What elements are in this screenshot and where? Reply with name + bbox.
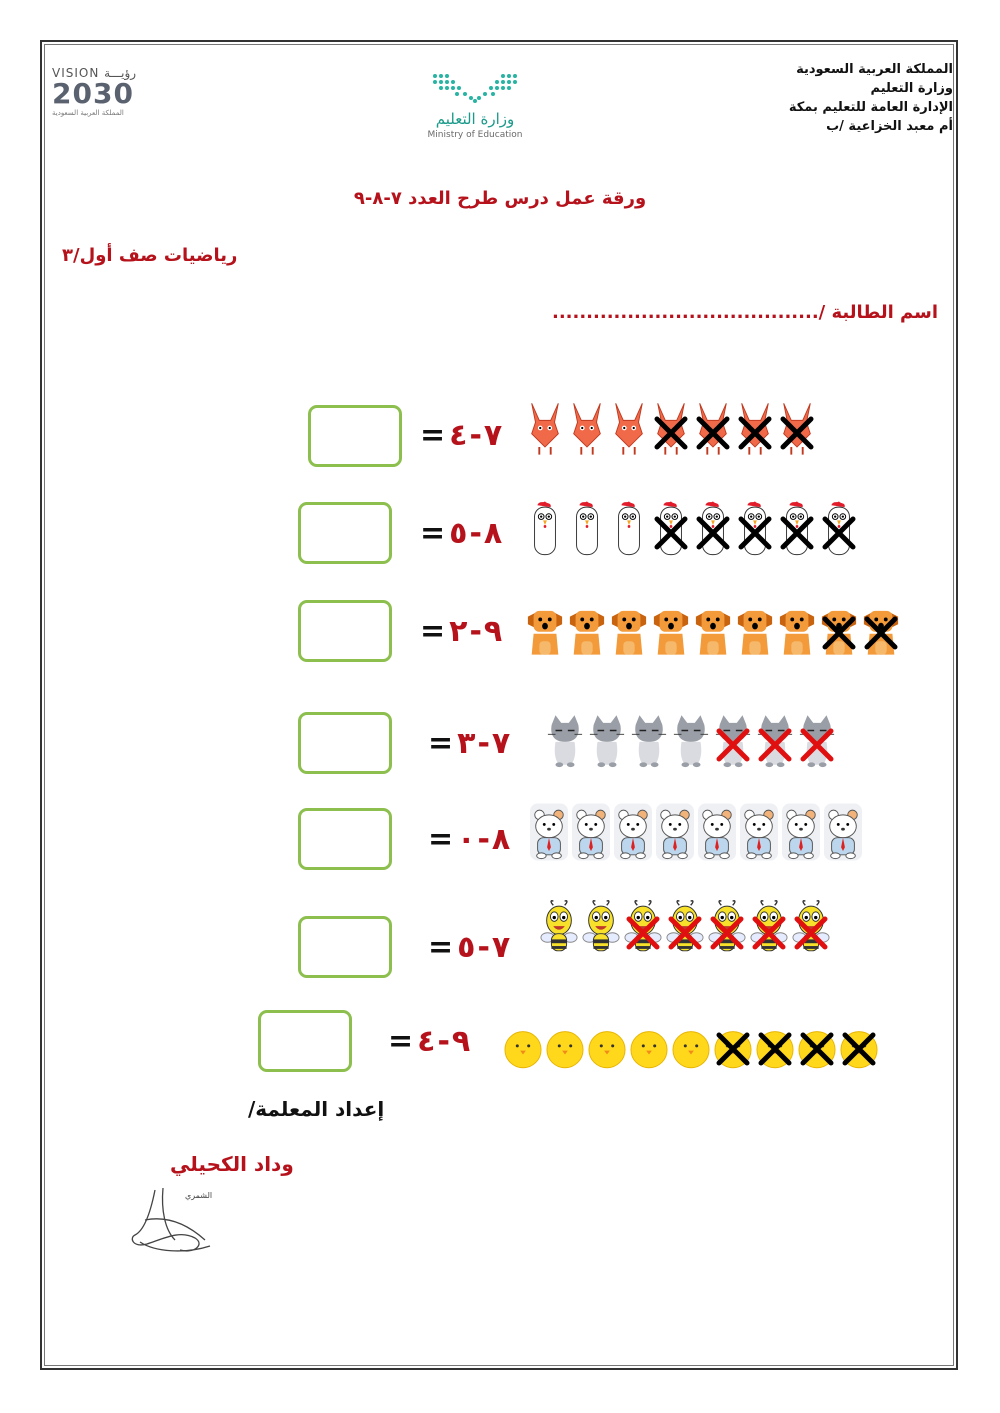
subtrahend: ٥ xyxy=(457,930,476,965)
cross-mark-icon xyxy=(749,913,789,953)
chick-icon xyxy=(756,1014,794,1074)
dog-icon xyxy=(778,598,816,658)
chick-icon xyxy=(798,1014,836,1074)
subtraction-equation xyxy=(420,516,502,551)
minus-sign: - xyxy=(469,418,482,453)
minuend: ٩ xyxy=(483,614,503,649)
subtrahend: ٥ xyxy=(449,516,468,551)
bear-icon xyxy=(782,802,820,862)
bee-icon xyxy=(666,898,704,958)
vision-logo-sub: المملكة العربية السعودية xyxy=(52,109,124,117)
minus-sign: - xyxy=(469,516,482,551)
bee-icon xyxy=(750,898,788,958)
minus-sign: - xyxy=(437,1024,450,1059)
counting-pictures xyxy=(546,710,840,770)
dog-icon xyxy=(862,598,900,658)
cross-mark-icon xyxy=(819,613,859,653)
chicken-icon xyxy=(526,498,564,558)
minuend: ٧ xyxy=(491,930,511,965)
dog-icon xyxy=(610,598,648,658)
signature-text: الشمري xyxy=(185,1191,213,1200)
cross-mark-icon xyxy=(797,1029,837,1069)
cross-mark-icon xyxy=(665,913,705,953)
minus-sign: - xyxy=(477,822,490,857)
minus-sign: - xyxy=(477,726,490,761)
fox-icon xyxy=(526,398,564,458)
counting-pictures xyxy=(530,802,866,862)
vision-logo-year: 2030 xyxy=(52,77,134,110)
subtraction-equation xyxy=(420,418,502,453)
subtrahend: ٢ xyxy=(449,614,468,649)
prepared-by-label: إعداد المعلمة/ xyxy=(248,1097,385,1121)
fox-icon xyxy=(736,398,774,458)
chick-icon xyxy=(714,1014,752,1074)
bear-icon xyxy=(824,802,862,862)
equals-sign: = xyxy=(420,418,446,453)
cat-icon xyxy=(546,710,584,770)
answer-box[interactable] xyxy=(298,808,392,870)
counting-pictures xyxy=(526,598,904,658)
minus-sign: - xyxy=(469,614,482,649)
chicken-icon xyxy=(820,498,858,558)
answer-box[interactable] xyxy=(298,916,392,978)
moe-logo-icon xyxy=(427,70,523,104)
bear-icon xyxy=(572,802,610,862)
cross-mark-icon xyxy=(651,513,691,553)
chicken-icon xyxy=(610,498,648,558)
cross-mark-icon xyxy=(713,725,753,765)
cat-icon xyxy=(714,710,752,770)
student-name-field[interactable]: اسم الطالبة /....................................... xyxy=(551,302,938,323)
subtraction-equation xyxy=(388,1024,470,1059)
bee-icon xyxy=(540,898,578,958)
vision-logo-top: VISION رؤيـــة xyxy=(52,66,137,80)
cross-mark-icon xyxy=(755,1029,795,1069)
moe-logo xyxy=(420,70,530,140)
answer-box[interactable] xyxy=(308,405,402,467)
chicken-icon xyxy=(652,498,690,558)
bear-icon xyxy=(740,802,778,862)
equals-sign: = xyxy=(420,516,446,551)
minus-sign: - xyxy=(477,930,490,965)
bee-icon xyxy=(708,898,746,958)
vision-2030-logo xyxy=(52,66,152,117)
subtrahend: ٠ xyxy=(457,822,476,857)
bee-icon xyxy=(624,898,662,958)
minuend: ٨ xyxy=(483,516,503,551)
subtraction-equation xyxy=(428,726,510,761)
fox-icon xyxy=(610,398,648,458)
cross-mark-icon xyxy=(693,513,733,553)
cross-mark-icon xyxy=(651,413,691,453)
minuend: ٧ xyxy=(491,726,511,761)
counting-pictures xyxy=(540,898,834,958)
header-line-school: أم معبد الخزاعية /ب xyxy=(826,119,953,134)
cat-icon xyxy=(798,710,836,770)
chick-icon xyxy=(504,1014,542,1074)
cross-mark-icon xyxy=(777,413,817,453)
cross-mark-icon xyxy=(693,413,733,453)
chick-icon xyxy=(840,1014,878,1074)
bear-icon xyxy=(530,802,568,862)
cross-mark-icon xyxy=(839,1029,879,1069)
equals-sign: = xyxy=(388,1024,414,1059)
answer-box[interactable] xyxy=(298,502,392,564)
chicken-icon xyxy=(778,498,816,558)
chicken-icon xyxy=(694,498,732,558)
cross-mark-icon xyxy=(707,913,747,953)
moe-logo-english: Ministry of Education xyxy=(427,130,523,140)
cross-mark-icon xyxy=(623,913,663,953)
subject-label: رياضيات صف أول/٣ xyxy=(62,245,238,266)
chick-icon xyxy=(588,1014,626,1074)
subtrahend: ٤ xyxy=(417,1024,436,1059)
cross-mark-icon xyxy=(861,613,901,653)
answer-box[interactable] xyxy=(298,712,392,774)
ministry-header xyxy=(789,60,953,136)
dog-icon xyxy=(736,598,774,658)
fox-icon xyxy=(694,398,732,458)
fox-icon xyxy=(568,398,606,458)
header-line-kingdom: المملكة العربية السعودية xyxy=(796,62,953,77)
teacher-signature xyxy=(125,1180,220,1260)
bear-icon xyxy=(656,802,694,862)
moe-logo-arabic: وزارة التعليم xyxy=(435,110,515,128)
dog-icon xyxy=(820,598,858,658)
subtraction-equation xyxy=(428,822,510,857)
cross-mark-icon xyxy=(735,413,775,453)
subtrahend: ٣ xyxy=(457,726,476,761)
bear-icon xyxy=(698,802,736,862)
teacher-name: وداد الكحيلي xyxy=(170,1152,294,1176)
cross-mark-icon xyxy=(713,1029,753,1069)
answer-box[interactable] xyxy=(298,600,392,662)
dog-icon xyxy=(652,598,690,658)
fox-icon xyxy=(778,398,816,458)
header-line-administration: الإدارة العامة للتعليم بمكة xyxy=(788,100,953,115)
chick-icon xyxy=(630,1014,668,1074)
equals-sign: = xyxy=(428,822,454,857)
counting-pictures xyxy=(526,498,862,558)
minuend: ٧ xyxy=(483,418,503,453)
header-line-ministry: وزارة التعليم xyxy=(870,81,953,96)
chick-icon xyxy=(546,1014,584,1074)
cat-icon xyxy=(672,710,710,770)
chicken-icon xyxy=(568,498,606,558)
cross-mark-icon xyxy=(797,725,837,765)
counting-pictures xyxy=(526,398,820,458)
cat-icon xyxy=(588,710,626,770)
cross-mark-icon xyxy=(735,513,775,553)
cross-mark-icon xyxy=(819,513,859,553)
subtraction-equation xyxy=(420,614,502,649)
worksheet-title: ورقة عمل درس طرح العدد ٧-٨-٩ xyxy=(353,188,647,209)
minuend: ٩ xyxy=(451,1024,471,1059)
bee-icon xyxy=(792,898,830,958)
cross-mark-icon xyxy=(777,513,817,553)
fox-icon xyxy=(652,398,690,458)
cat-icon xyxy=(756,710,794,770)
equals-sign: = xyxy=(428,930,454,965)
cross-mark-icon xyxy=(755,725,795,765)
counting-pictures xyxy=(504,1014,882,1074)
equals-sign: = xyxy=(428,726,454,761)
chicken-icon xyxy=(736,498,774,558)
bear-icon xyxy=(614,802,652,862)
cross-mark-icon xyxy=(791,913,831,953)
minuend: ٨ xyxy=(491,822,511,857)
dog-icon xyxy=(526,598,564,658)
chick-icon xyxy=(672,1014,710,1074)
subtraction-equation xyxy=(428,930,510,965)
dog-icon xyxy=(694,598,732,658)
cat-icon xyxy=(630,710,668,770)
dog-icon xyxy=(568,598,606,658)
bee-icon xyxy=(582,898,620,958)
answer-box[interactable] xyxy=(258,1010,352,1072)
subtrahend: ٤ xyxy=(449,418,468,453)
equals-sign: = xyxy=(420,614,446,649)
